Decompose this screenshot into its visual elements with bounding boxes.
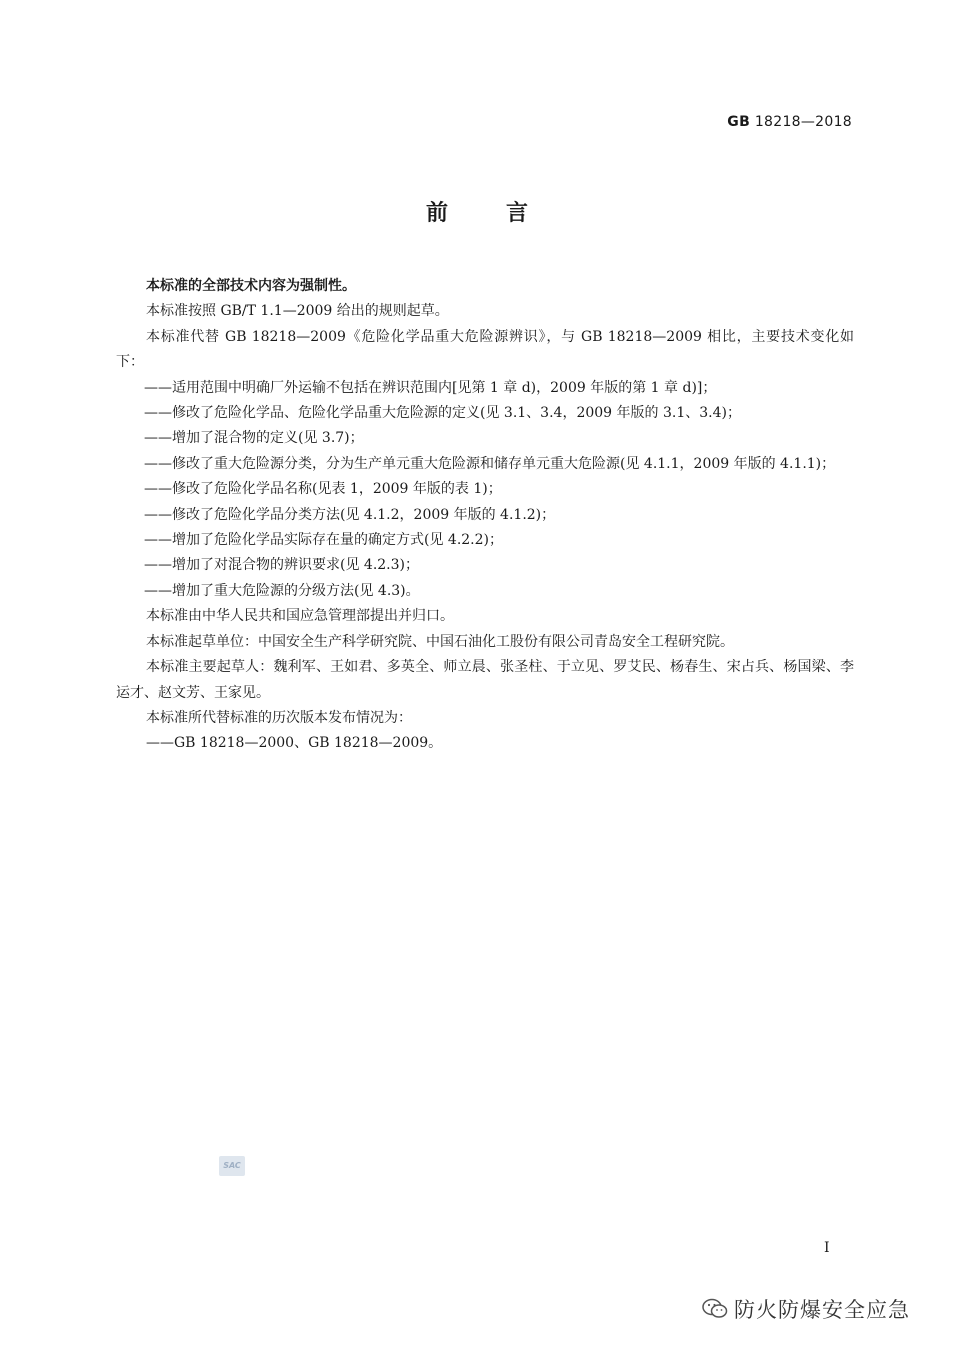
paragraph: 本标准代替 GB 18218—2009《危险化学品重大危险源辨识》，与 GB 18218—2009 相比，主要技术变化如下： — [116, 328, 854, 371]
page-number: I — [824, 1240, 830, 1256]
paragraph: 本标准起草单位：中国安全生产科学研究院、中国石油化工股份有限公司青岛安全工程研究院。 — [146, 633, 734, 650]
list-item: ——增加了危险化学品实际存在量的确定方式(见 4.2.2)； — [144, 532, 503, 549]
standard-code — [727, 114, 852, 130]
standard-code-number: 18218—2018 — [754, 114, 852, 130]
paragraph: 本标准由中华人民共和国应急管理部提出并归口。 — [146, 608, 454, 625]
paragraph: 本标准所代替标准的历次版本发布情况为： — [146, 709, 412, 726]
foreword-body — [116, 274, 854, 757]
list-item: ——修改了危险化学品名称(见表 1，2009 年版的表 1)； — [144, 481, 502, 498]
sac-logo: SAC — [219, 1156, 245, 1176]
list-item: ——修改了危险化学品、危险化学品重大危险源的定义(见 3.1、3.4，2009 年版的 3.1、3.4)； — [144, 405, 741, 422]
list-item: ——增加了重大危险源的分级方法(见 4.3)。 — [144, 582, 420, 599]
list-item: ——修改了重大危险源分类，分为生产单元重大危险源和储存单元重大危险源(见 4.1.1，2009 年版的 4.1.1)； — [144, 455, 836, 472]
list-item: ——修改了危险化学品分类方法(见 4.1.2，2009 年版的 4.1.2)； — [144, 506, 556, 523]
list-item: ——增加了对混合物的辨识要求(见 4.2.3)； — [144, 557, 419, 574]
paragraph: 本标准的全部技术内容为强制性。 — [146, 278, 356, 294]
wechat-icon — [702, 1298, 728, 1320]
paragraph: 本标准主要起草人：魏利军、王如君、多英全、师立晨、张圣柱、于立见、罗艾民、杨春生、宋占兵、杨国梁、李运才、赵文芳、王家见。 — [116, 659, 854, 701]
list-item: ——适用范围中明确厂外运输不包括在辨识范围内[见第 1 章 d)，2009 年版的第 1 章 d)]； — [144, 379, 717, 396]
standard-code-prefix: GB — [727, 114, 751, 130]
list-item: ——增加了混合物的定义(见 3.7)； — [144, 430, 364, 447]
paragraph: ——GB 18218—2000、GB 18218—2009。 — [146, 735, 443, 752]
watermark — [702, 1294, 910, 1324]
page-title: 前言 — [425, 201, 586, 226]
watermark-text: 防火防爆安全应急 — [734, 1298, 910, 1322]
paragraph: 本标准按照 GB/T 1.1—2009 给出的规则起草。 — [146, 303, 449, 320]
